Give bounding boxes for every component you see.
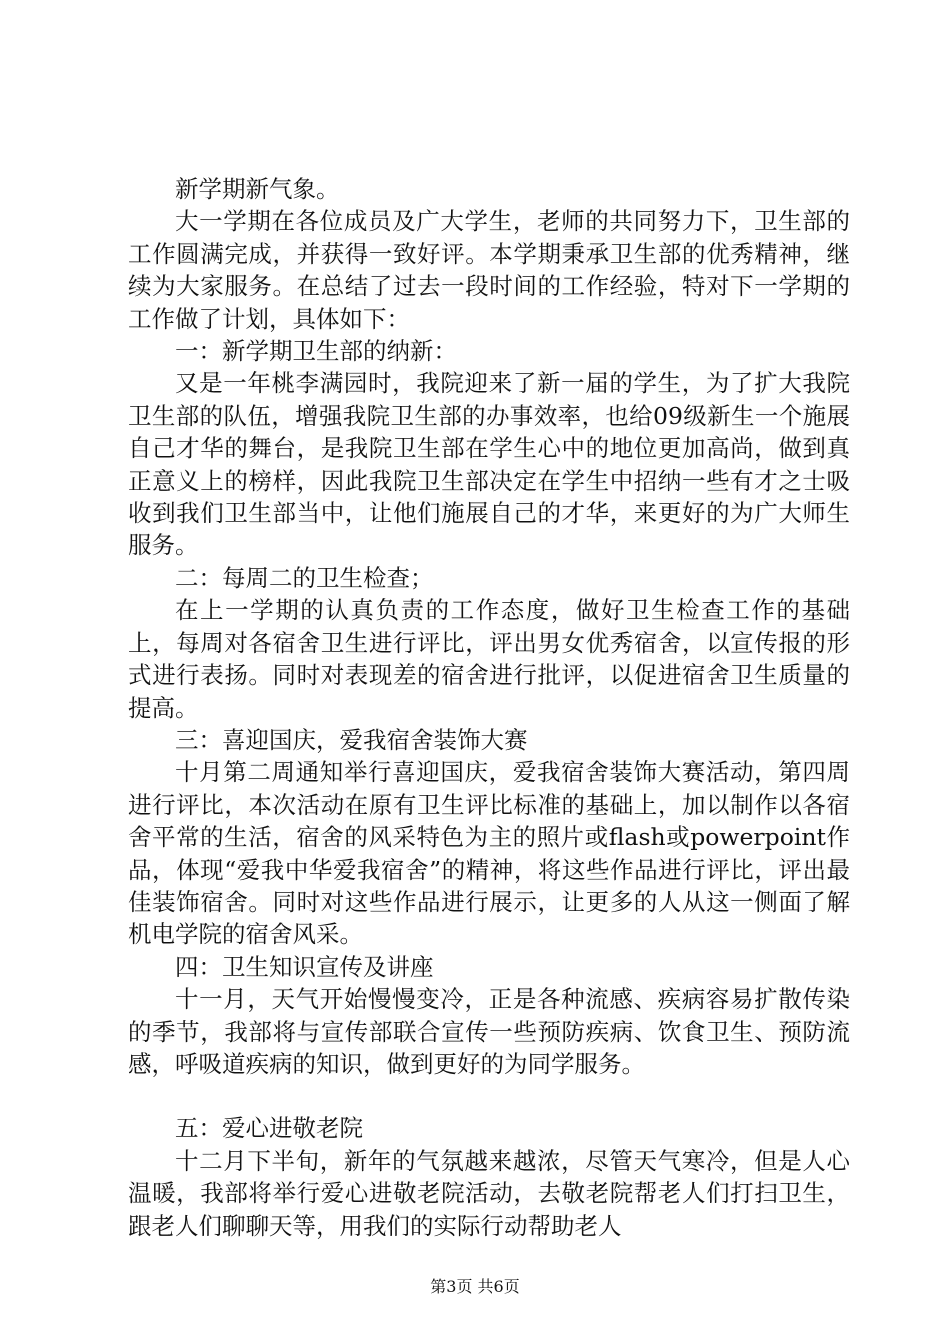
section-heading-recruitment: 一：新学期卫生部的纳新： — [175, 337, 457, 366]
section-heading-nursing-home: 五：爱心进敬老院 — [175, 1114, 363, 1143]
inspection-paragraph: 在上一学期的认真负责的工作态度，做好卫生检查工作的基础上，每周对各宿舍卫生进行评比，评出男女优秀宿舍，以宣传报的形式进行表扬。同时对表现差的宿舍进行批评，以促进宿舍卫生质量的提高。 — [128, 596, 850, 722]
nursing-home-paragraph: 十二月下半旬，新年的气氛越来越浓，尽管天气寒冷，但是人心温暖，我部将举行爱心进敬老院活动，去敬老院帮老人们打扫卫生，跟老人们聊聊天等，用我们的实际行动帮助老人 — [128, 1146, 850, 1240]
section-heading-decoration-contest: 三：喜迎国庆，爱我宿舍装饰大赛 — [175, 725, 528, 754]
health-lecture-paragraph: 十一月，天气开始慢慢变冷，正是各种流感、疾病容易扩散传染的季节，我部将与宣传部联合宣传一些预防疾病、饮食卫生、预防流感，呼吸道疾病的知识，做到更好的为同学服务。 — [128, 985, 850, 1078]
decoration-contest-paragraph: 十月第二周通知举行喜迎国庆，爱我宿舍装饰大赛活动，第四周进行评比，本次活动在原有卫生评比标准的基础上，加以制作以各宿舍平常的生活，宿舍的风采特色为主的照片或flash或powerpoint作品，体现“爱我中华爱我宿舍”的精神，将这些作品进行评比，评出最佳装饰宿舍。同时对这些作品进行展示，让更多的人从这一侧面了解机电学院的宿舍风采。 — [128, 758, 850, 949]
document-body — [128, 173, 850, 1242]
intro-paragraph: 大一学期在各位成员及广大学生，老师的共同努力下，卫生部的工作圆满完成，并获得一致好评。本学期秉承卫生部的优秀精神，继续为大家服务。在总结了过去一段时间的工作经验，特对下一学期的工作做了计划，具体如下： — [128, 207, 850, 333]
intro-line: 新学期新气象。 — [175, 175, 340, 203]
paragraph-gap — [128, 1080, 850, 1112]
page-footer: 第3页 共6页 — [430, 1277, 520, 1296]
section-heading-health-lecture: 四：卫生知识宣传及讲座 — [175, 952, 434, 981]
section-heading-inspection: 二：每周二的卫生检查； — [175, 563, 434, 592]
recruitment-paragraph: 又是一年桃李满园时，我院迎来了新一届的学生，为了扩大我院卫生部的队伍，增强我院卫生部的办事效率，也给09级新生一个施展自己才华的舞台，是我院卫生部在学生心中的地位更加高尚，做到真正意义上的榜样，因此我院卫生部决定在学生中招纳一些有才之士吸收到我们卫生部当中，让他们施展自己的才华，来更好的为广大师生服务。 — [128, 369, 850, 560]
